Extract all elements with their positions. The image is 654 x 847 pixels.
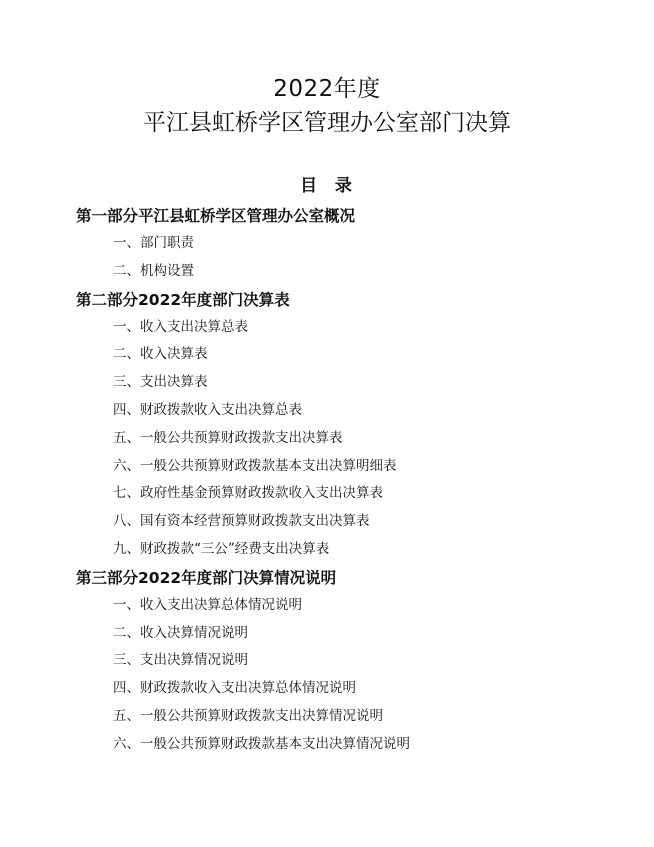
toc-item: 六、一般公共预算财政拨款基本支出决算情况说明 xyxy=(113,735,410,752)
toc-item: 三、支出决算情况说明 xyxy=(113,652,248,669)
toc-item: 七、政府性基金预算财政拨款收入支出决算表 xyxy=(113,485,383,502)
toc-item: 六、一般公共预算财政拨款基本支出决算明细表 xyxy=(113,457,397,474)
toc-part-3-heading: 第三部分2022年度部门决算情况说明 xyxy=(76,568,337,587)
toc-item: 四、财政拨款收入支出决算总体情况说明 xyxy=(113,680,356,697)
toc-item: 八、国有资本经营预算财政拨款支出决算表 xyxy=(113,513,370,530)
toc-item: 五、一般公共预算财政拨款支出决算表 xyxy=(113,429,343,446)
toc-item: 九、财政拨款“三公”经费支出决算表 xyxy=(113,540,330,557)
toc-item: 一、收入支出决算总表 xyxy=(113,318,248,335)
toc-item: 一、收入支出决算总体情况说明 xyxy=(113,596,302,613)
toc-item: 二、机构设置 xyxy=(113,262,194,279)
toc-item: 一、部门职责 xyxy=(113,235,194,251)
toc-item: 三、支出决算表 xyxy=(113,374,208,391)
toc-item: 五、一般公共预算财政拨款支出决算情况说明 xyxy=(113,707,383,724)
document-title-main: 平江县虹桥学区管理办公室部门决算 xyxy=(143,110,511,136)
toc-part-2-heading: 第二部分2022年度部门决算表 xyxy=(76,290,290,309)
toc-item: 四、财政拨款收入支出决算总表 xyxy=(113,401,302,418)
toc-item: 二、收入决算情况说明 xyxy=(113,624,248,641)
toc-heading: 目 录 xyxy=(300,176,354,196)
toc-item: 二、收入决算表 xyxy=(113,346,208,363)
toc-part-1-heading: 第一部分平江县虹桥学区管理办公室概况 xyxy=(76,207,356,225)
table-of-contents xyxy=(0,202,654,759)
document-title-year: 2022年度 xyxy=(273,76,381,102)
